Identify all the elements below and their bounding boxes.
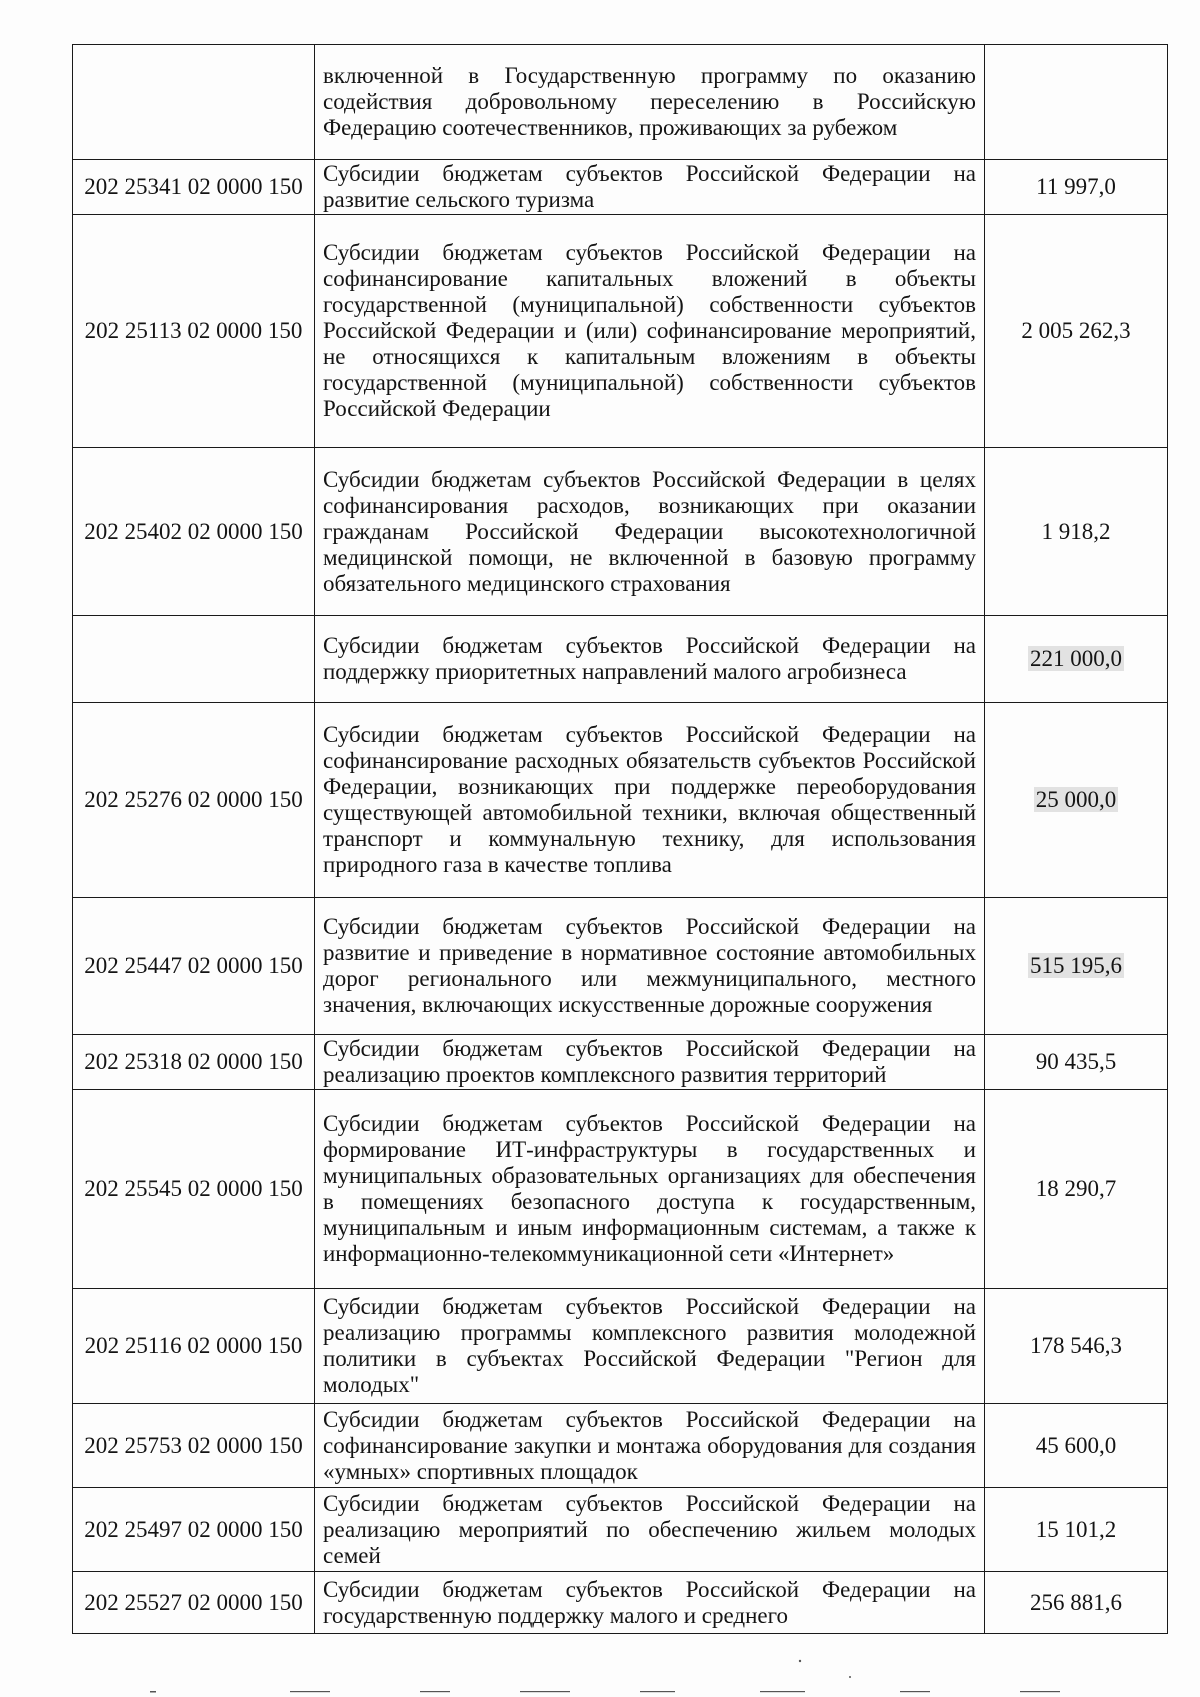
amount-cell: 178 546,3 [985,1289,1168,1404]
table-row [73,1488,1168,1572]
amount-cell: 11 997,0 [985,160,1168,215]
revenue-code-cell: 202 25527 02 0000 150 [73,1572,315,1634]
description-cell: Субсидии бюджетам субъектов Российской Федерации на софинансирование расходных обязательств субъектов Российской Федерации, возникающих при поддержке переоборудования существующей автомобильной техники, включая общественный транспорт и коммунальную технику, для использования природного газа в качестве топлива [315,703,985,898]
description-cell: Субсидии бюджетам субъектов Российской Федерации на реализацию программы комплексного развития молодежной политики в субъектах Российской Федерации "Регион для молодых" [315,1289,985,1404]
scan-noise-marks [0,1657,1200,1697]
revenue-code-cell: 202 25497 02 0000 150 [73,1488,315,1572]
description-cell: Субсидии бюджетам субъектов Российской Федерации на реализацию мероприятий по обеспечению жильем молодых семей [315,1488,985,1572]
revenue-code-cell: 202 25341 02 0000 150 [73,160,315,215]
revenue-code-cell: 202 25318 02 0000 150 [73,1035,315,1090]
revenue-code-cell [73,616,315,703]
description-cell: Субсидии бюджетам субъектов Российской Федерации на государственную поддержку малого и среднего [315,1572,985,1634]
revenue-code-cell [73,45,315,160]
table-row [73,1090,1168,1289]
amount-cell [985,703,1168,898]
amount-cell: 45 600,0 [985,1404,1168,1488]
amount-cell: 2 005 262,3 [985,215,1168,448]
amount-highlight: 25 000,0 [1035,787,1117,812]
table-row [73,898,1168,1035]
amount-cell [985,898,1168,1035]
amount-cell: 1 918,2 [985,448,1168,616]
description-cell: Субсидии бюджетам субъектов Российской Федерации на развитие и приведение в нормативное состояние автомобильных дорог регионального или межмуниципального, местного значения, включающих искусственные дорожные сооружения [315,898,985,1035]
amount-highlight: 515 195,6 [1030,953,1122,978]
budget-revenue-table [72,44,1168,1634]
description-cell: Субсидии бюджетам субъектов Российской Федерации на формирование ИТ-инфраструктуры в государственных и муниципальных образовательных организациях для обеспечения в помещениях безопасного доступа к государственным, муниципальным и иным информационным системам, а также к информационно-телекоммуникационной сети «Интернет» [315,1090,985,1289]
description-cell: Субсидии бюджетам субъектов Российской Федерации на поддержку приоритетных направлений малого агробизнеса [315,616,985,703]
revenue-code-cell: 202 25402 02 0000 150 [73,448,315,616]
revenue-code-cell: 202 25545 02 0000 150 [73,1090,315,1289]
table-row [73,215,1168,448]
description-cell: Субсидии бюджетам субъектов Российской Федерации в целях софинансирования расходов, возникающих при оказании гражданам Российской Федерации высокотехнологичной медицинской помощи, не включенной в базовую программу обязательного медицинского страхования [315,448,985,616]
amount-cell: 90 435,5 [985,1035,1168,1090]
revenue-code-cell: 202 25113 02 0000 150 [73,215,315,448]
table-row [73,1289,1168,1404]
table-row [73,45,1168,160]
amount-cell: 256 881,6 [985,1572,1168,1634]
revenue-code-cell: 202 25447 02 0000 150 [73,898,315,1035]
table-row [73,703,1168,898]
revenue-code-cell: 202 25276 02 0000 150 [73,703,315,898]
table-row [73,160,1168,215]
table-row [73,1404,1168,1488]
revenue-code-cell: 202 25116 02 0000 150 [73,1289,315,1404]
table-row [73,448,1168,616]
amount-cell [985,45,1168,160]
amount-cell: 15 101,2 [985,1488,1168,1572]
description-cell: включенной в Государственную программу по оказанию содействия добровольному переселению в Российскую Федерацию соотечественников, проживающих за рубежом [315,45,985,160]
amount-cell [985,616,1168,703]
amount-cell: 18 290,7 [985,1090,1168,1289]
revenue-code-cell: 202 25753 02 0000 150 [73,1404,315,1488]
amount-highlight: 221 000,0 [1030,646,1122,671]
description-cell: Субсидии бюджетам субъектов Российской Федерации на софинансирование закупки и монтажа оборудования для создания «умных» спортивных площадок [315,1404,985,1488]
table-row [73,1035,1168,1090]
table-row [73,1572,1168,1634]
description-cell: Субсидии бюджетам субъектов Российской Федерации на реализацию проектов комплексного развития территорий [315,1035,985,1090]
description-cell: Субсидии бюджетам субъектов Российской Федерации на развитие сельского туризма [315,160,985,215]
table-row [73,616,1168,703]
description-cell: Субсидии бюджетам субъектов Российской Федерации на софинансирование капитальных вложений в объекты государственной (муниципальной) собственности субъектов Российской Федерации и (или) софинансирование мероприятий, не относящихся к капитальным вложениям в объекты государственной (муниципальной) собственности субъектов Российской Федерации [315,215,985,448]
